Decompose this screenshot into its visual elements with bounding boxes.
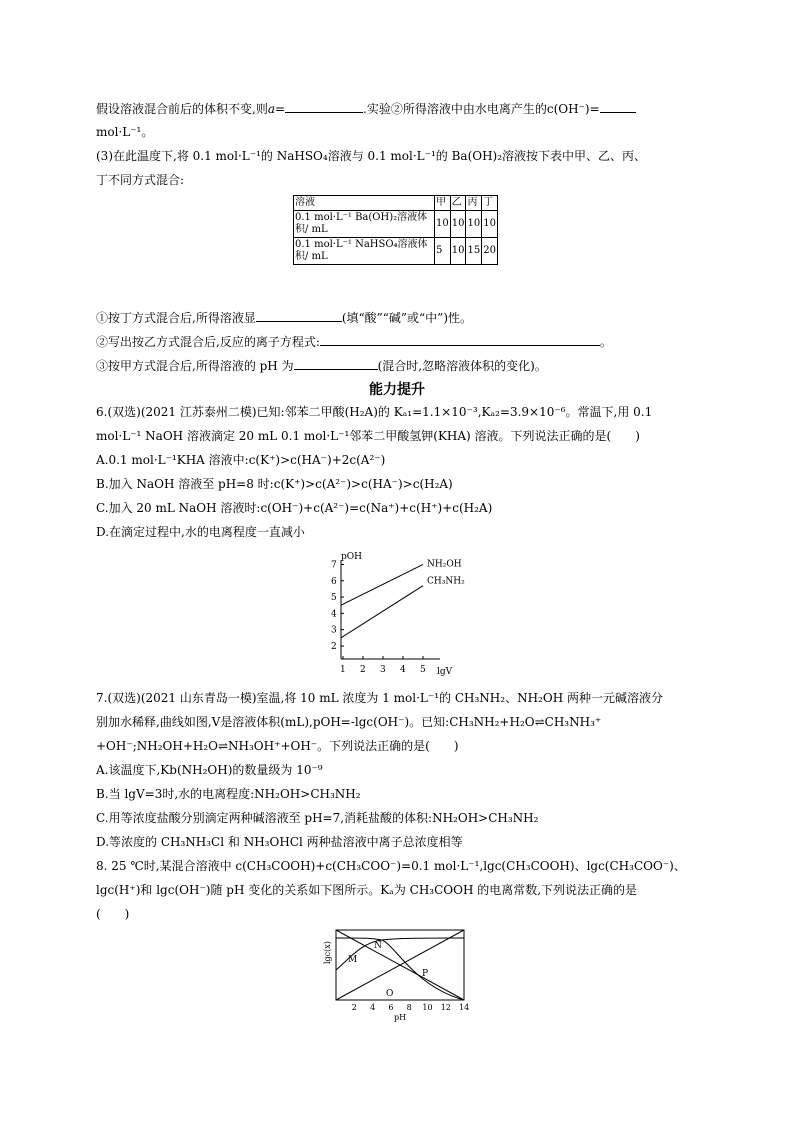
series-line xyxy=(341,564,423,605)
q5-text: (混合时,忽略溶液体积的变化)。 xyxy=(377,359,547,373)
y-axis-label: lgc(x) xyxy=(323,941,332,964)
q5-text: .实验②所得溶液中由水电离产生的 xyxy=(363,102,547,116)
q8-line1: 8. 25 ℃时,某混合溶液中 c(CH₃COOH)+c(CH₃COO⁻)=0.1 mol·L⁻¹,lgc(CH₃COOH)、lgc(CH₃COO⁻)、 xyxy=(96,859,686,873)
q7-line1: 7.(双选)(2021 山东青岛一模)室温,将 10 mL 浓度为 1 mol·L⁻¹的 CH₃NH₂、NH₂OH 两种一元碱溶液分 xyxy=(96,691,663,705)
q5-text: ③按甲方式混合后,所得溶液的 pH 为 xyxy=(96,359,294,373)
q5-text: (填“酸”“碱”或“中”)性。 xyxy=(341,311,473,325)
point-n-label: N xyxy=(374,941,382,951)
q6-option-b: B.加入 NaOH 溶液至 pH=8 时:c(K⁺)>c(A²⁻)>c(HA⁻)>c(H₂A) xyxy=(96,477,453,491)
q6-option-d: D.在滴定过程中,水的电离程度一直减小 xyxy=(96,525,305,539)
poh-chart xyxy=(320,546,470,678)
x-tick-label: 2 xyxy=(360,665,366,675)
q5-sub2 xyxy=(96,333,612,350)
x-tick-label: 14 xyxy=(459,1003,470,1012)
table-cell xyxy=(294,238,435,265)
series-label: CH₃NH₂ xyxy=(427,576,465,587)
table-cell: 10 xyxy=(435,211,451,238)
x-tick-label: 2 xyxy=(351,1003,357,1012)
table-header-cell: 丁 xyxy=(482,196,498,211)
table-header-cell: 甲 xyxy=(435,196,451,211)
x-tick-label: 4 xyxy=(370,1003,376,1012)
answer-blank[interactable] xyxy=(256,309,342,322)
x-tick-label: 4 xyxy=(400,665,406,675)
q5-sub3 xyxy=(96,357,547,374)
table-cell xyxy=(294,211,435,238)
q8-line3: ( ) xyxy=(96,907,130,921)
table-cell: 5 xyxy=(435,238,451,265)
q5-text: a= xyxy=(267,102,286,116)
q6-option-c: C.加入 20 mL NaOH 溶液时:c(OH⁻)+c(A²⁻)=c(Na⁺)+c(H⁺)+c(H₂A) xyxy=(96,501,493,515)
q5-line2: mol·L⁻¹。 xyxy=(96,125,154,139)
table-cell: 20 xyxy=(482,238,498,265)
table-cell: 15 xyxy=(466,238,482,265)
table-row xyxy=(294,211,498,238)
table-row xyxy=(294,238,498,265)
table-header-cell: 丙 xyxy=(466,196,482,211)
table-header-cell: 溶液 xyxy=(294,196,435,211)
row-label: 0.1 mol·L⁻¹ NaHSO₄溶液体 xyxy=(295,239,428,250)
row-label: 0.1 mol·L⁻¹ Ba(OH)₂溶液体 xyxy=(295,212,428,223)
x-tick-label: 12 xyxy=(440,1003,451,1012)
x-axis-label: pH xyxy=(394,1013,407,1022)
q5-sub1 xyxy=(96,309,472,326)
q7-option-b: B.当 lgV=3时,水的电离程度:NH₂OH>CH₃NH₂ xyxy=(96,787,361,801)
q6-line2: mol·L⁻¹ NaOH 溶液滴定 20 mL 0.1 mol·L⁻¹邻苯二甲酸氢钾(KHA) 溶液。下列说法正确的是( ) xyxy=(96,429,640,443)
mixing-table xyxy=(293,195,498,265)
answer-blank[interactable] xyxy=(285,100,363,113)
table-cell: 10 xyxy=(466,211,482,238)
q7-line2: 别加水稀释,曲线如图,V是溶液体积(mL),pOH=-lgc(OH⁻)。已知:CH₃NH₂+H₂O⇌CH₃NH₃⁺ xyxy=(96,715,602,729)
q7-option-c: C.用等浓度盐酸分别滴定两种碱溶液至 pH=7,消耗盐酸的体积:NH₂OH>CH₃NH₂ xyxy=(96,811,539,825)
q6-line1: 6.(双选)(2021 江苏泰州二模)已知:邻苯二甲酸(H₂A)的 Kₐ₁=1.1×10⁻³,Kₐ₂=3.9×10⁻⁶。常温下,用 0.1 xyxy=(96,405,653,419)
point-p-label: P xyxy=(422,969,429,979)
answer-blank[interactable] xyxy=(320,333,600,346)
x-tick-label: 1 xyxy=(340,665,346,675)
q5-part3-line1: (3)在此温度下,将 0.1 mol·L⁻¹的 NaHSO₄溶液与 0.1 mol·L⁻¹的 Ba(OH)₂溶液按下表中甲、乙、丙、 xyxy=(96,149,647,163)
point-o-label: O xyxy=(386,989,394,999)
q5-text: c(OH⁻)= xyxy=(546,102,600,116)
row-label: 积/ mL xyxy=(295,251,328,262)
x-axis-label: lgV xyxy=(437,667,453,677)
x-tick-label: 5 xyxy=(420,665,426,675)
lgc-ch3cooh-curve xyxy=(336,938,464,1000)
y-tick-label: 7 xyxy=(331,560,337,571)
y-tick-label: 3 xyxy=(331,625,337,636)
q5-text: ①按丁方式混合后,所得溶液显 xyxy=(96,311,256,325)
table-header-row xyxy=(294,196,498,211)
q5-text: 假设溶液混合前后的体积不变,则 xyxy=(96,102,268,116)
x-tick-label: 10 xyxy=(422,1003,433,1012)
series-line xyxy=(341,586,423,638)
x-tick-label: 8 xyxy=(406,1003,412,1012)
x-tick-label: 3 xyxy=(380,665,386,675)
row-label: 积/ mL xyxy=(295,224,328,235)
table-cell: 10 xyxy=(450,211,466,238)
table-cell: 10 xyxy=(482,211,498,238)
y-axis-label: pOH xyxy=(341,552,362,562)
table-header-cell: 乙 xyxy=(450,196,466,211)
point-m-label: M xyxy=(348,955,358,965)
q5-text: ②写出按乙方式混合后,反应的离子方程式: xyxy=(96,335,320,349)
lgc-ph-chart xyxy=(318,926,478,1022)
q8-line2: lgc(H⁺)和 lgc(OH⁻)随 pH 变化的关系如下图所示。Kₐ为 CH₃COOH 的电离常数,下列说法正确的是 xyxy=(96,883,638,897)
q5-text: 。 xyxy=(599,335,612,349)
q7-option-d: D.等浓度的 CH₃NH₃Cl 和 NH₃OHCl 两种盐溶液中离子总浓度相等 xyxy=(96,835,463,849)
q5-line1 xyxy=(96,100,636,117)
section-title: 能力提升 xyxy=(369,382,425,398)
q6-option-a: A.0.1 mol·L⁻¹KHA 溶液中:c(K⁺)>c(HA⁻)+2c(A²⁻) xyxy=(96,453,386,467)
q7-line3: +OH⁻;NH₂OH+H₂O⇌NH₃OH⁺+OH⁻。下列说法正确的是( ) xyxy=(96,739,459,753)
series-label: NH₂OH xyxy=(427,559,462,570)
table-cell: 10 xyxy=(450,238,466,265)
q5-part3-line2: 丁不同方式混合: xyxy=(96,173,185,187)
y-tick-label: 6 xyxy=(331,576,337,587)
y-tick-label: 5 xyxy=(331,593,337,604)
q7-option-a: A.该温度下,Kb(NH₂OH)的数量级为 10⁻⁹ xyxy=(96,763,323,777)
x-tick-label: 6 xyxy=(388,1003,394,1012)
answer-blank[interactable] xyxy=(600,100,636,113)
y-tick-label: 2 xyxy=(331,641,337,652)
y-tick-label: 4 xyxy=(331,609,337,620)
answer-blank[interactable] xyxy=(294,357,378,370)
